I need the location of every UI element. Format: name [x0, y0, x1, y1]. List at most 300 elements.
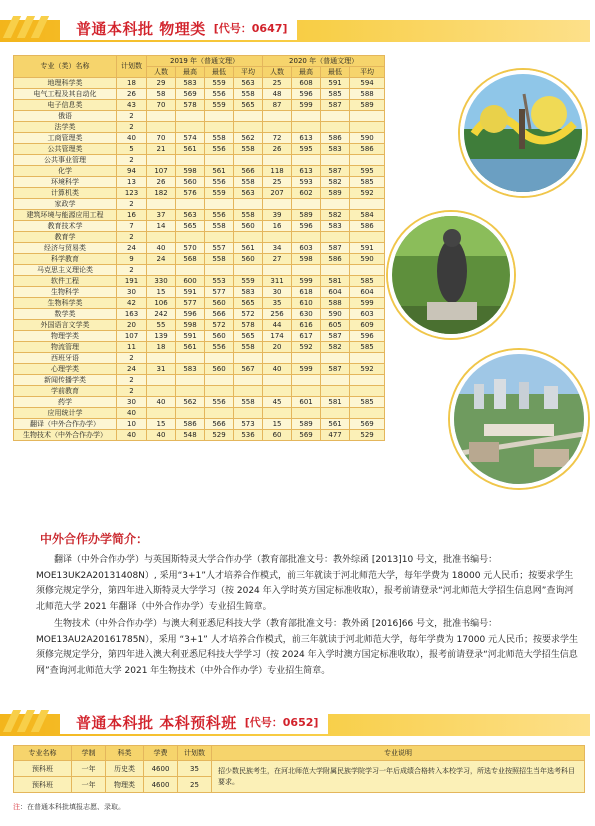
value-cell: 40 — [117, 133, 147, 144]
value-cell: 55 — [147, 320, 176, 331]
value-cell — [176, 375, 205, 386]
value-cell — [263, 386, 292, 397]
table-body — [14, 78, 385, 441]
table-row — [14, 133, 385, 144]
table-row — [14, 430, 385, 441]
value-cell: 605 — [321, 320, 350, 331]
value-cell: 572 — [205, 320, 234, 331]
value-cell: 558 — [205, 133, 234, 144]
value-cell: 599 — [292, 100, 321, 111]
value-cell: 118 — [263, 166, 292, 177]
section2-title: 普通本科批 本科预科班 — [76, 713, 237, 732]
value-cell: 43 — [117, 100, 147, 111]
value-cell: 60 — [263, 430, 292, 441]
value-cell: 2 — [117, 199, 147, 210]
value-cell: 58 — [147, 89, 176, 100]
prep-cell: 预科班 — [14, 761, 72, 777]
value-cell: 9 — [117, 254, 147, 265]
major-name-cell: 法学类 — [14, 122, 117, 133]
prep-cell: 物理类 — [106, 777, 144, 793]
value-cell: 13 — [117, 177, 147, 188]
major-name-cell: 物理学类 — [14, 331, 117, 342]
value-cell: 576 — [176, 188, 205, 199]
value-cell: 587 — [321, 331, 350, 342]
value-cell — [292, 232, 321, 243]
value-cell: 587 — [321, 166, 350, 177]
prep-class-table — [13, 745, 585, 793]
value-cell: 613 — [292, 166, 321, 177]
value-cell — [321, 265, 350, 276]
value-cell — [350, 386, 385, 397]
value-cell — [292, 265, 321, 276]
value-cell — [205, 122, 234, 133]
value-cell: 593 — [292, 177, 321, 188]
value-cell: 40 — [263, 364, 292, 375]
value-cell: 558 — [234, 210, 263, 221]
value-cell: 596 — [292, 89, 321, 100]
value-cell — [205, 111, 234, 122]
value-cell: 2 — [117, 386, 147, 397]
section2-header — [0, 710, 595, 736]
value-cell — [176, 199, 205, 210]
value-cell — [234, 386, 263, 397]
value-cell: 558 — [234, 342, 263, 353]
value-cell: 599 — [292, 276, 321, 287]
table-row — [14, 331, 385, 342]
value-cell: 582 — [321, 342, 350, 353]
value-cell: 585 — [350, 342, 385, 353]
prep-cell: 4600 — [144, 761, 178, 777]
major-name-cell: 学前教育 — [14, 386, 117, 397]
prep-cell: 一年 — [72, 777, 106, 793]
value-cell: 27 — [263, 254, 292, 265]
value-cell: 107 — [147, 166, 176, 177]
value-cell — [205, 386, 234, 397]
value-cell — [234, 408, 263, 419]
value-cell — [350, 353, 385, 364]
value-cell: 559 — [205, 78, 234, 89]
value-cell: 598 — [176, 166, 205, 177]
value-cell: 577 — [176, 298, 205, 309]
prep-header: 专业说明 — [212, 746, 585, 761]
value-cell: 604 — [321, 287, 350, 298]
value-cell: 21 — [147, 144, 176, 155]
value-cell — [205, 353, 234, 364]
value-cell: 18 — [117, 78, 147, 89]
value-cell: 529 — [350, 430, 385, 441]
value-cell: 584 — [350, 210, 385, 221]
value-cell: 561 — [321, 419, 350, 430]
value-cell: 610 — [292, 298, 321, 309]
value-cell — [321, 408, 350, 419]
value-cell: 587 — [321, 364, 350, 375]
major-name-cell: 教育学 — [14, 232, 117, 243]
major-name-cell: 经济与贸易类 — [14, 243, 117, 254]
prep-cell: 25 — [178, 777, 212, 793]
value-cell: 583 — [321, 144, 350, 155]
value-cell: 30 — [263, 287, 292, 298]
value-cell: 604 — [350, 287, 385, 298]
value-cell: 570 — [176, 243, 205, 254]
value-cell: 565 — [176, 221, 205, 232]
value-cell: 585 — [350, 397, 385, 408]
value-cell: 107 — [117, 331, 147, 342]
value-cell — [147, 111, 176, 122]
value-cell — [176, 408, 205, 419]
value-cell: 592 — [350, 364, 385, 375]
value-cell: 72 — [263, 133, 292, 144]
value-cell: 585 — [350, 177, 385, 188]
value-cell: 556 — [205, 342, 234, 353]
value-cell: 94 — [117, 166, 147, 177]
value-cell: 588 — [321, 298, 350, 309]
value-cell: 591 — [350, 243, 385, 254]
value-cell — [292, 111, 321, 122]
value-cell: 2 — [117, 122, 147, 133]
value-cell — [292, 386, 321, 397]
value-cell: 560 — [234, 254, 263, 265]
value-cell: 618 — [292, 287, 321, 298]
value-cell: 573 — [234, 419, 263, 430]
value-cell: 16 — [117, 210, 147, 221]
major-name-cell: 生物技术（中外合作办学） — [14, 430, 117, 441]
value-cell: 583 — [321, 221, 350, 232]
value-cell — [292, 353, 321, 364]
value-cell: 600 — [176, 276, 205, 287]
value-cell: 587 — [321, 243, 350, 254]
value-cell: 40 — [117, 408, 147, 419]
value-cell: 29 — [147, 78, 176, 89]
prep-cell: 4600 — [144, 777, 178, 793]
intro-p2: 生物技术（中外合作办学）与澳大利亚悉尼科技大学（教育部批准文号：教外函 [2016]66 号文，批准书编号：MOE13AU2A20161785N），采用 “3+1” 人才培养合作模式，前三年就读于河北师范大学，每年学费为 17000 元人民币；按要求学生须修完规定学分，第四年进入澳大利亚悉尼科技大学学习（按 2024 年入学时澳方国定标准收取），报考前请登录“河北师范大学招生信息网”查询河北师范大学 2021 年生物技术（中外合作办学）专业招生简章。 — [36, 619, 579, 676]
value-cell — [147, 386, 176, 397]
value-cell — [147, 155, 176, 166]
value-cell: 582 — [321, 177, 350, 188]
major-name-cell: 药学 — [14, 397, 117, 408]
value-cell: 617 — [292, 331, 321, 342]
major-name-cell: 应用统计学 — [14, 408, 117, 419]
value-cell: 40 — [117, 430, 147, 441]
value-cell: 596 — [350, 331, 385, 342]
value-cell — [234, 353, 263, 364]
value-cell: 561 — [205, 166, 234, 177]
value-cell: 590 — [350, 133, 385, 144]
value-cell: 26 — [263, 144, 292, 155]
table-row — [14, 353, 385, 364]
value-cell: 26 — [117, 89, 147, 100]
value-cell: 603 — [292, 243, 321, 254]
value-cell: 560 — [176, 177, 205, 188]
value-cell: 563 — [176, 210, 205, 221]
value-cell: 587 — [321, 100, 350, 111]
value-cell — [350, 408, 385, 419]
value-cell: 560 — [205, 364, 234, 375]
value-cell: 578 — [234, 320, 263, 331]
value-cell: 590 — [350, 254, 385, 265]
value-cell: 40 — [147, 397, 176, 408]
value-cell: 37 — [147, 210, 176, 221]
value-cell: 18 — [147, 342, 176, 353]
footnote-mark: 注 — [13, 803, 20, 811]
value-cell: 70 — [147, 133, 176, 144]
sub-header-cell: 最高 — [292, 67, 321, 78]
value-cell — [321, 155, 350, 166]
value-cell: 16 — [263, 221, 292, 232]
sub-header-cell: 最低 — [321, 67, 350, 78]
value-cell — [263, 155, 292, 166]
header-major: 专业（类）名称 — [14, 56, 117, 78]
value-cell — [176, 155, 205, 166]
value-cell: 2 — [117, 265, 147, 276]
value-cell: 596 — [176, 309, 205, 320]
value-cell: 556 — [205, 89, 234, 100]
prep-cell: 预科班 — [14, 777, 72, 793]
value-cell: 569 — [350, 419, 385, 430]
value-cell: 40 — [147, 430, 176, 441]
major-name-cell: 科学教育 — [14, 254, 117, 265]
value-cell: 20 — [263, 342, 292, 353]
major-name-cell: 电子信息类 — [14, 100, 117, 111]
value-cell — [350, 375, 385, 386]
value-cell: 10 — [117, 419, 147, 430]
value-cell: 558 — [234, 89, 263, 100]
value-cell: 563 — [234, 78, 263, 89]
table-row — [14, 342, 385, 353]
table-row — [14, 364, 385, 375]
value-cell — [263, 265, 292, 276]
value-cell: 598 — [176, 320, 205, 331]
value-cell: 2 — [117, 353, 147, 364]
value-cell: 44 — [263, 320, 292, 331]
value-cell — [147, 375, 176, 386]
table-row — [14, 122, 385, 133]
value-cell: 311 — [263, 276, 292, 287]
table-row — [14, 375, 385, 386]
intro-paragraph-biotech — [36, 617, 580, 679]
value-cell: 561 — [176, 342, 205, 353]
sub-header-cell: 人数 — [147, 67, 176, 78]
value-cell — [147, 122, 176, 133]
table-row — [14, 265, 385, 276]
table-row — [14, 199, 385, 210]
value-cell: 20 — [117, 320, 147, 331]
table-row — [14, 221, 385, 232]
value-cell: 596 — [292, 221, 321, 232]
table-row — [14, 144, 385, 155]
value-cell — [147, 408, 176, 419]
table-row — [14, 320, 385, 331]
major-name-cell: 工商管理类 — [14, 133, 117, 144]
value-cell — [234, 199, 263, 210]
value-cell: 569 — [292, 430, 321, 441]
value-cell: 34 — [263, 243, 292, 254]
value-cell — [292, 155, 321, 166]
table-row — [14, 232, 385, 243]
major-name-cell: 翻译（中外合作办学） — [14, 419, 117, 430]
value-cell — [350, 111, 385, 122]
value-cell: 588 — [350, 89, 385, 100]
value-cell — [263, 199, 292, 210]
major-name-cell: 心理学类 — [14, 364, 117, 375]
value-cell: 25 — [263, 78, 292, 89]
table-row — [14, 243, 385, 254]
value-cell: 556 — [205, 144, 234, 155]
value-cell — [263, 111, 292, 122]
value-cell: 589 — [292, 210, 321, 221]
major-name-cell: 外国语言文学类 — [14, 320, 117, 331]
campus-lake-photo — [460, 70, 586, 196]
value-cell: 599 — [350, 298, 385, 309]
major-name-cell: 化学 — [14, 166, 117, 177]
value-cell: 48 — [263, 89, 292, 100]
table-row — [14, 188, 385, 199]
value-cell: 583 — [234, 287, 263, 298]
value-cell: 556 — [205, 210, 234, 221]
major-name-cell: 马克思主义理论类 — [14, 265, 117, 276]
value-cell: 14 — [147, 221, 176, 232]
value-cell — [292, 122, 321, 133]
value-cell: 553 — [205, 276, 234, 287]
value-cell: 2 — [117, 375, 147, 386]
major-name-cell: 地理科学类 — [14, 78, 117, 89]
value-cell: 70 — [147, 100, 176, 111]
value-cell: 2 — [117, 155, 147, 166]
footnote — [13, 802, 125, 812]
value-cell: 561 — [234, 243, 263, 254]
value-cell — [292, 199, 321, 210]
table-row — [14, 761, 585, 777]
value-cell: 591 — [176, 331, 205, 342]
value-cell: 589 — [292, 419, 321, 430]
value-cell: 586 — [176, 419, 205, 430]
value-cell: 163 — [117, 309, 147, 320]
value-cell: 565 — [234, 331, 263, 342]
value-cell: 630 — [292, 309, 321, 320]
value-cell: 568 — [176, 254, 205, 265]
value-cell: 207 — [263, 188, 292, 199]
statue-photo — [388, 212, 514, 338]
prep-cell: 一年 — [72, 761, 106, 777]
value-cell: 256 — [263, 309, 292, 320]
value-cell: 598 — [292, 254, 321, 265]
value-cell: 581 — [321, 397, 350, 408]
major-name-cell: 建筑环境与能源应用工程 — [14, 210, 117, 221]
value-cell — [147, 199, 176, 210]
value-cell: 242 — [147, 309, 176, 320]
value-cell: 583 — [176, 364, 205, 375]
table-row — [14, 78, 385, 89]
value-cell: 595 — [350, 166, 385, 177]
major-name-cell: 电气工程及其自动化 — [14, 89, 117, 100]
header-2019: 2019 年（普通文理） — [147, 56, 263, 67]
value-cell: 616 — [292, 320, 321, 331]
prep-cell: 35 — [178, 761, 212, 777]
value-cell: 602 — [292, 188, 321, 199]
value-cell: 2 — [117, 232, 147, 243]
value-cell: 330 — [147, 276, 176, 287]
value-cell: 603 — [350, 309, 385, 320]
value-cell: 572 — [234, 309, 263, 320]
table-row — [14, 419, 385, 430]
major-name-cell: 生物科学类 — [14, 298, 117, 309]
table-row — [14, 177, 385, 188]
value-cell: 565 — [234, 298, 263, 309]
value-cell: 15 — [263, 419, 292, 430]
value-cell: 594 — [350, 78, 385, 89]
value-cell — [292, 375, 321, 386]
major-name-cell: 俄语 — [14, 111, 117, 122]
value-cell: 562 — [176, 397, 205, 408]
value-cell: 563 — [234, 188, 263, 199]
value-cell — [321, 122, 350, 133]
sub-header-cell: 最高 — [176, 67, 205, 78]
value-cell — [205, 199, 234, 210]
table-row — [14, 166, 385, 177]
table-row — [14, 287, 385, 298]
value-cell: 477 — [321, 430, 350, 441]
value-cell: 42 — [117, 298, 147, 309]
intro-p1: 翻译（中外合作办学）与英国斯特灵大学合作办学（教育部批准文号：教外综函 [2013]10 号文，批准书编号：MOE13UK2A20131408N）, 采用“3+1”人才培养合作模式，前三年就读于河北师范大学，每年学费为 18000 元人民币；按要求学生须修完规定学分，第四年进入斯特灵大学学习（按 2024 年入学时英方国定标准收取），报考前请登录“河北师范大学招生信息网”查询河北师范大学 2021 年翻译（中外合作办学）专业招生简章。 — [36, 555, 574, 612]
value-cell: 590 — [321, 309, 350, 320]
value-cell — [234, 265, 263, 276]
major-name-cell: 公共管理类 — [14, 144, 117, 155]
value-cell: 182 — [147, 188, 176, 199]
table-row — [14, 397, 385, 408]
value-cell: 586 — [321, 133, 350, 144]
value-cell: 559 — [205, 100, 234, 111]
intro-title: 中外合作办学简介： — [40, 532, 149, 546]
value-cell: 601 — [292, 397, 321, 408]
value-cell: 24 — [147, 254, 176, 265]
table-row — [14, 89, 385, 100]
value-cell — [321, 111, 350, 122]
value-cell — [263, 353, 292, 364]
value-cell: 123 — [117, 188, 147, 199]
value-cell: 583 — [176, 78, 205, 89]
value-cell — [147, 232, 176, 243]
value-cell — [321, 386, 350, 397]
aerial-campus-photo — [450, 350, 588, 488]
prep-header: 科类 — [106, 746, 144, 761]
value-cell: 560 — [205, 331, 234, 342]
value-cell: 566 — [205, 309, 234, 320]
value-cell: 592 — [292, 342, 321, 353]
table-row — [14, 309, 385, 320]
value-cell — [350, 265, 385, 276]
value-cell — [176, 111, 205, 122]
table-row — [14, 155, 385, 166]
aerial-campus-illustration — [454, 354, 584, 484]
value-cell: 556 — [205, 177, 234, 188]
value-cell — [350, 122, 385, 133]
value-cell — [176, 122, 205, 133]
value-cell — [321, 375, 350, 386]
table-row — [14, 386, 385, 397]
major-name-cell: 家政学 — [14, 199, 117, 210]
value-cell: 529 — [205, 430, 234, 441]
major-name-cell: 物流管理 — [14, 342, 117, 353]
value-cell: 559 — [234, 276, 263, 287]
value-cell — [263, 375, 292, 386]
value-cell: 558 — [205, 254, 234, 265]
value-cell: 599 — [292, 364, 321, 375]
major-name-cell: 公共事业管理 — [14, 155, 117, 166]
value-cell — [263, 408, 292, 419]
value-cell: 558 — [234, 397, 263, 408]
value-cell — [147, 265, 176, 276]
table-row — [14, 210, 385, 221]
value-cell: 26 — [147, 177, 176, 188]
